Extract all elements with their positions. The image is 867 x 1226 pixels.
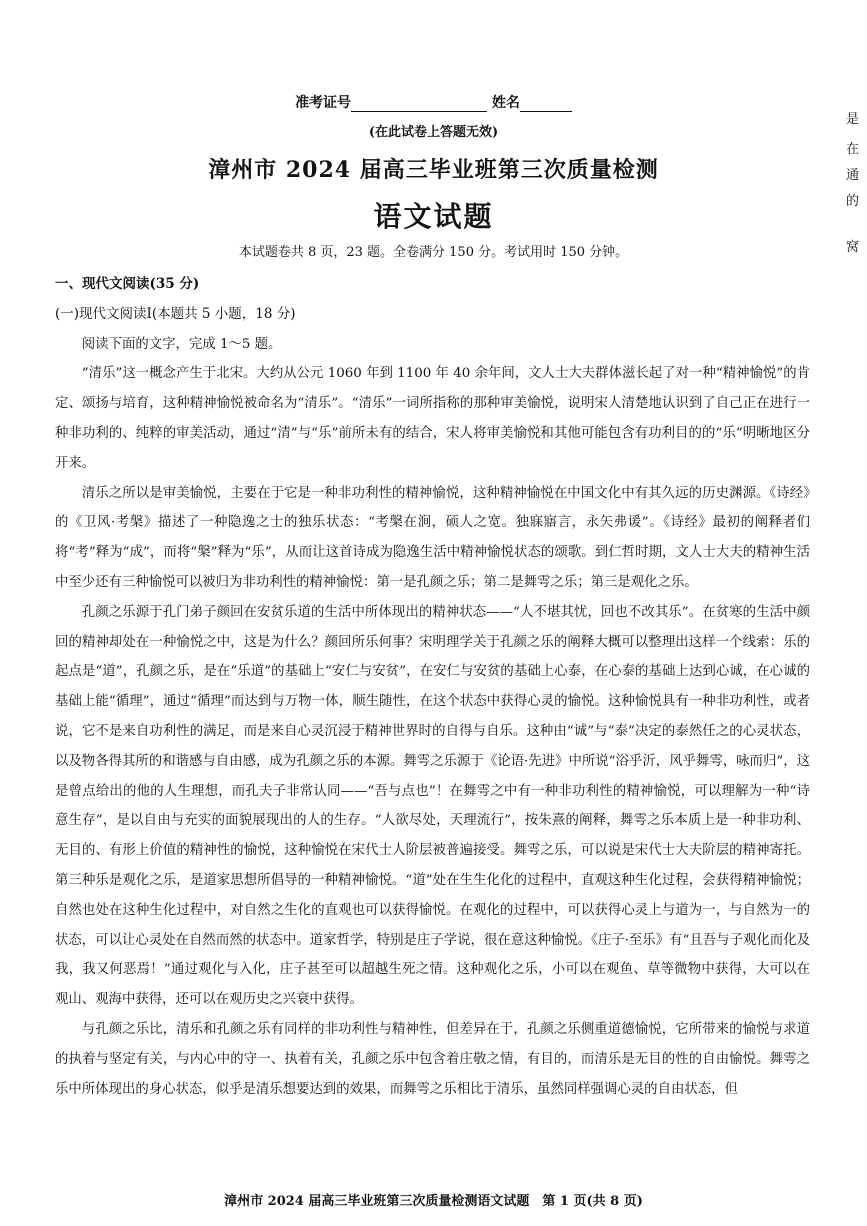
margin-char: 是 [846, 112, 860, 127]
answer-notice: (在此试卷上答题无效) [368, 125, 499, 140]
margin-char: 的 [846, 194, 860, 209]
candidate-info-row [0, 92, 867, 112]
margin-char: 通 [846, 168, 860, 183]
instruction: 阅读下面的文字，完成 1～5 题。 [81, 336, 282, 352]
paragraph: 孔颜之乐源于孔门弟子颜回在安贫乐道的生活中所体现出的精神状态——“人不堪其忧，回也不改其乐”。在贫寒的生活中颜回的精神却处在一种愉悦之中，这是为什么？颜回所乐何事？宋明理学关于孔颜之乐的阐释大概可以整理出这样一个线索：乐的起点是“道”，孔颜之乐，是在“乐道”的基础上“安仁与安贫”，在安仁与安贫的基础上心泰，在心泰的基础上达到心诚，在心诚的基础上能“循理”，通过“循理”而达到与万物一体，顺生随性，在这个状态中获得心灵的愉悦。这种愉悦具有一种非功利性，或者说，它不是来自功利性的满足，而是来自心灵沉浸于精神世界时的自得与自乐。这种由“诚”与“泰”决定的泰然任之的心灵状态，以及物各得其所的和谐感与自由感，成为孔颜之乐的本源。舞雩之乐源于《论语·先进》中所说“浴乎沂，风乎舞雩，咏而归”，这是曾点给出的他的人生理想，而孔夫子非常认同——“吾与点也”！在舞雩之中有一种非功利性的精神愉悦，可以理解为一种“诗意生存”，是以自由与充实的面貌展现出的人的生存。“人欲尽处，天理流行”，按朱熹的阐释，舞雩之乐本质上是一种非功利、无目的、有形上价值的精神性的愉悦，这种愉悦在宋代士人阶层被普遍接受。舞雩之乐，可以说是宋代士大夫阶层的精神寄托。第三种乐是观化之乐，是道家思想所倡导的一种精神愉悦。“道”处在生生化化的过程中，直观这种生化过程，会获得精神愉悦；自然也处在这种生化过程中，对自然之生化的直观也可以获得愉悦。在观化的过程中，可以获得心灵上与道为一，与自然为一的状态，可以让心灵处在自然而然的状态中。道家哲学，特别是庄子学说，很在意这种愉悦。《庄子·至乐》有“且吾与子观化而化及我，我又何恶焉！”通过观化与入化，庄子甚至可以超越生死之情。这种观化之乐，小可以在观鱼、草等微物中获得，大可以在观山、观海中获得，还可以在观历史之兴衰中获得。 [55, 604, 810, 1008]
name-blank[interactable] [520, 97, 572, 112]
margin-char: 在 [846, 142, 860, 157]
exam-id-label: 准考证号 [295, 95, 352, 111]
paragraph: 清乐之所以是审美愉悦，主要在于它是一种非功利性的精神愉悦，这种精神愉悦在中国文化中有其久远的历史渊源。《诗经》的《卫风·考槃》描述了一种隐逸之士的独乐状态：“考槃在涧，硕人之宽。独寐寤言，永矢弗谖”。《诗经》最初的阐释者们将“考”释为“成”，而将“槃”释为“乐”，从而让这首诗成为隐逸生活中精神愉悦状态的颂歌。到仁哲时期，文人士大夫的精神生活中至少还有三种愉悦可以被归为非功利性的精神愉悦：第一是孔颜之乐；第二是舞雩之乐；第三是观化之乐。 [55, 485, 810, 590]
paragraph: “清乐”这一概念产生于北宋。大约从公元 1060 年到 1100 年 40 余年间，文人士大夫群体滋长起了对一种“精神愉悦”的肯定、颂扬与培育，这种精神愉悦被命名为“清乐”。“清乐”一词所指称的那种审美愉悦，说明宋人清楚地认识到了自己正在进行一种非功利的、纯粹的审美活动，通过“清”与“乐”前所未有的结合，宋人将审美愉悦和其他可能包含有功利目的的“乐”明晰地区分开来。 [55, 366, 810, 471]
margin-char: 窝 [846, 240, 860, 255]
exam-title: 漳州市 2024 届高三毕业班第三次质量检测 [208, 157, 659, 183]
section-subheading: (一)现代文阅读Ⅰ(本题共 5 小题，18 分) [55, 305, 296, 322]
paragraph: 与孔颜之乐比，清乐和孔颜之乐有同样的非功利性与精神性，但差异在于，孔颜之乐侧重道德愉悦，它所带来的愉悦与求道的执着与坚定有关，与内心中的守一、执着有关，孔颜之乐中包含着庄敬之情，有目的，而清乐是无目的性的自由愉悦。舞雩之乐中所体现出的身心状态，似乎是清乐想要达到的效果，而舞雩之乐相比于清乐，虽然同样强调心灵的自由状态，但 [55, 1021, 810, 1097]
exam-id-blank[interactable] [351, 97, 487, 112]
subject-title: 语文试题 [373, 200, 494, 233]
reading-passage [55, 270, 810, 1104]
page-footer: 漳州市 2024 届高三毕业班第三次质量检测语文试题 第 1 页(共 8 页) [224, 1194, 643, 1209]
section-heading: 一、现代文阅读(35 分) [55, 276, 200, 292]
exam-intro: 本试题卷共 8 页，23 题。全卷满分 150 分。考试用时 150 分钟。 [238, 245, 629, 260]
name-label: 姓名 [491, 95, 520, 111]
